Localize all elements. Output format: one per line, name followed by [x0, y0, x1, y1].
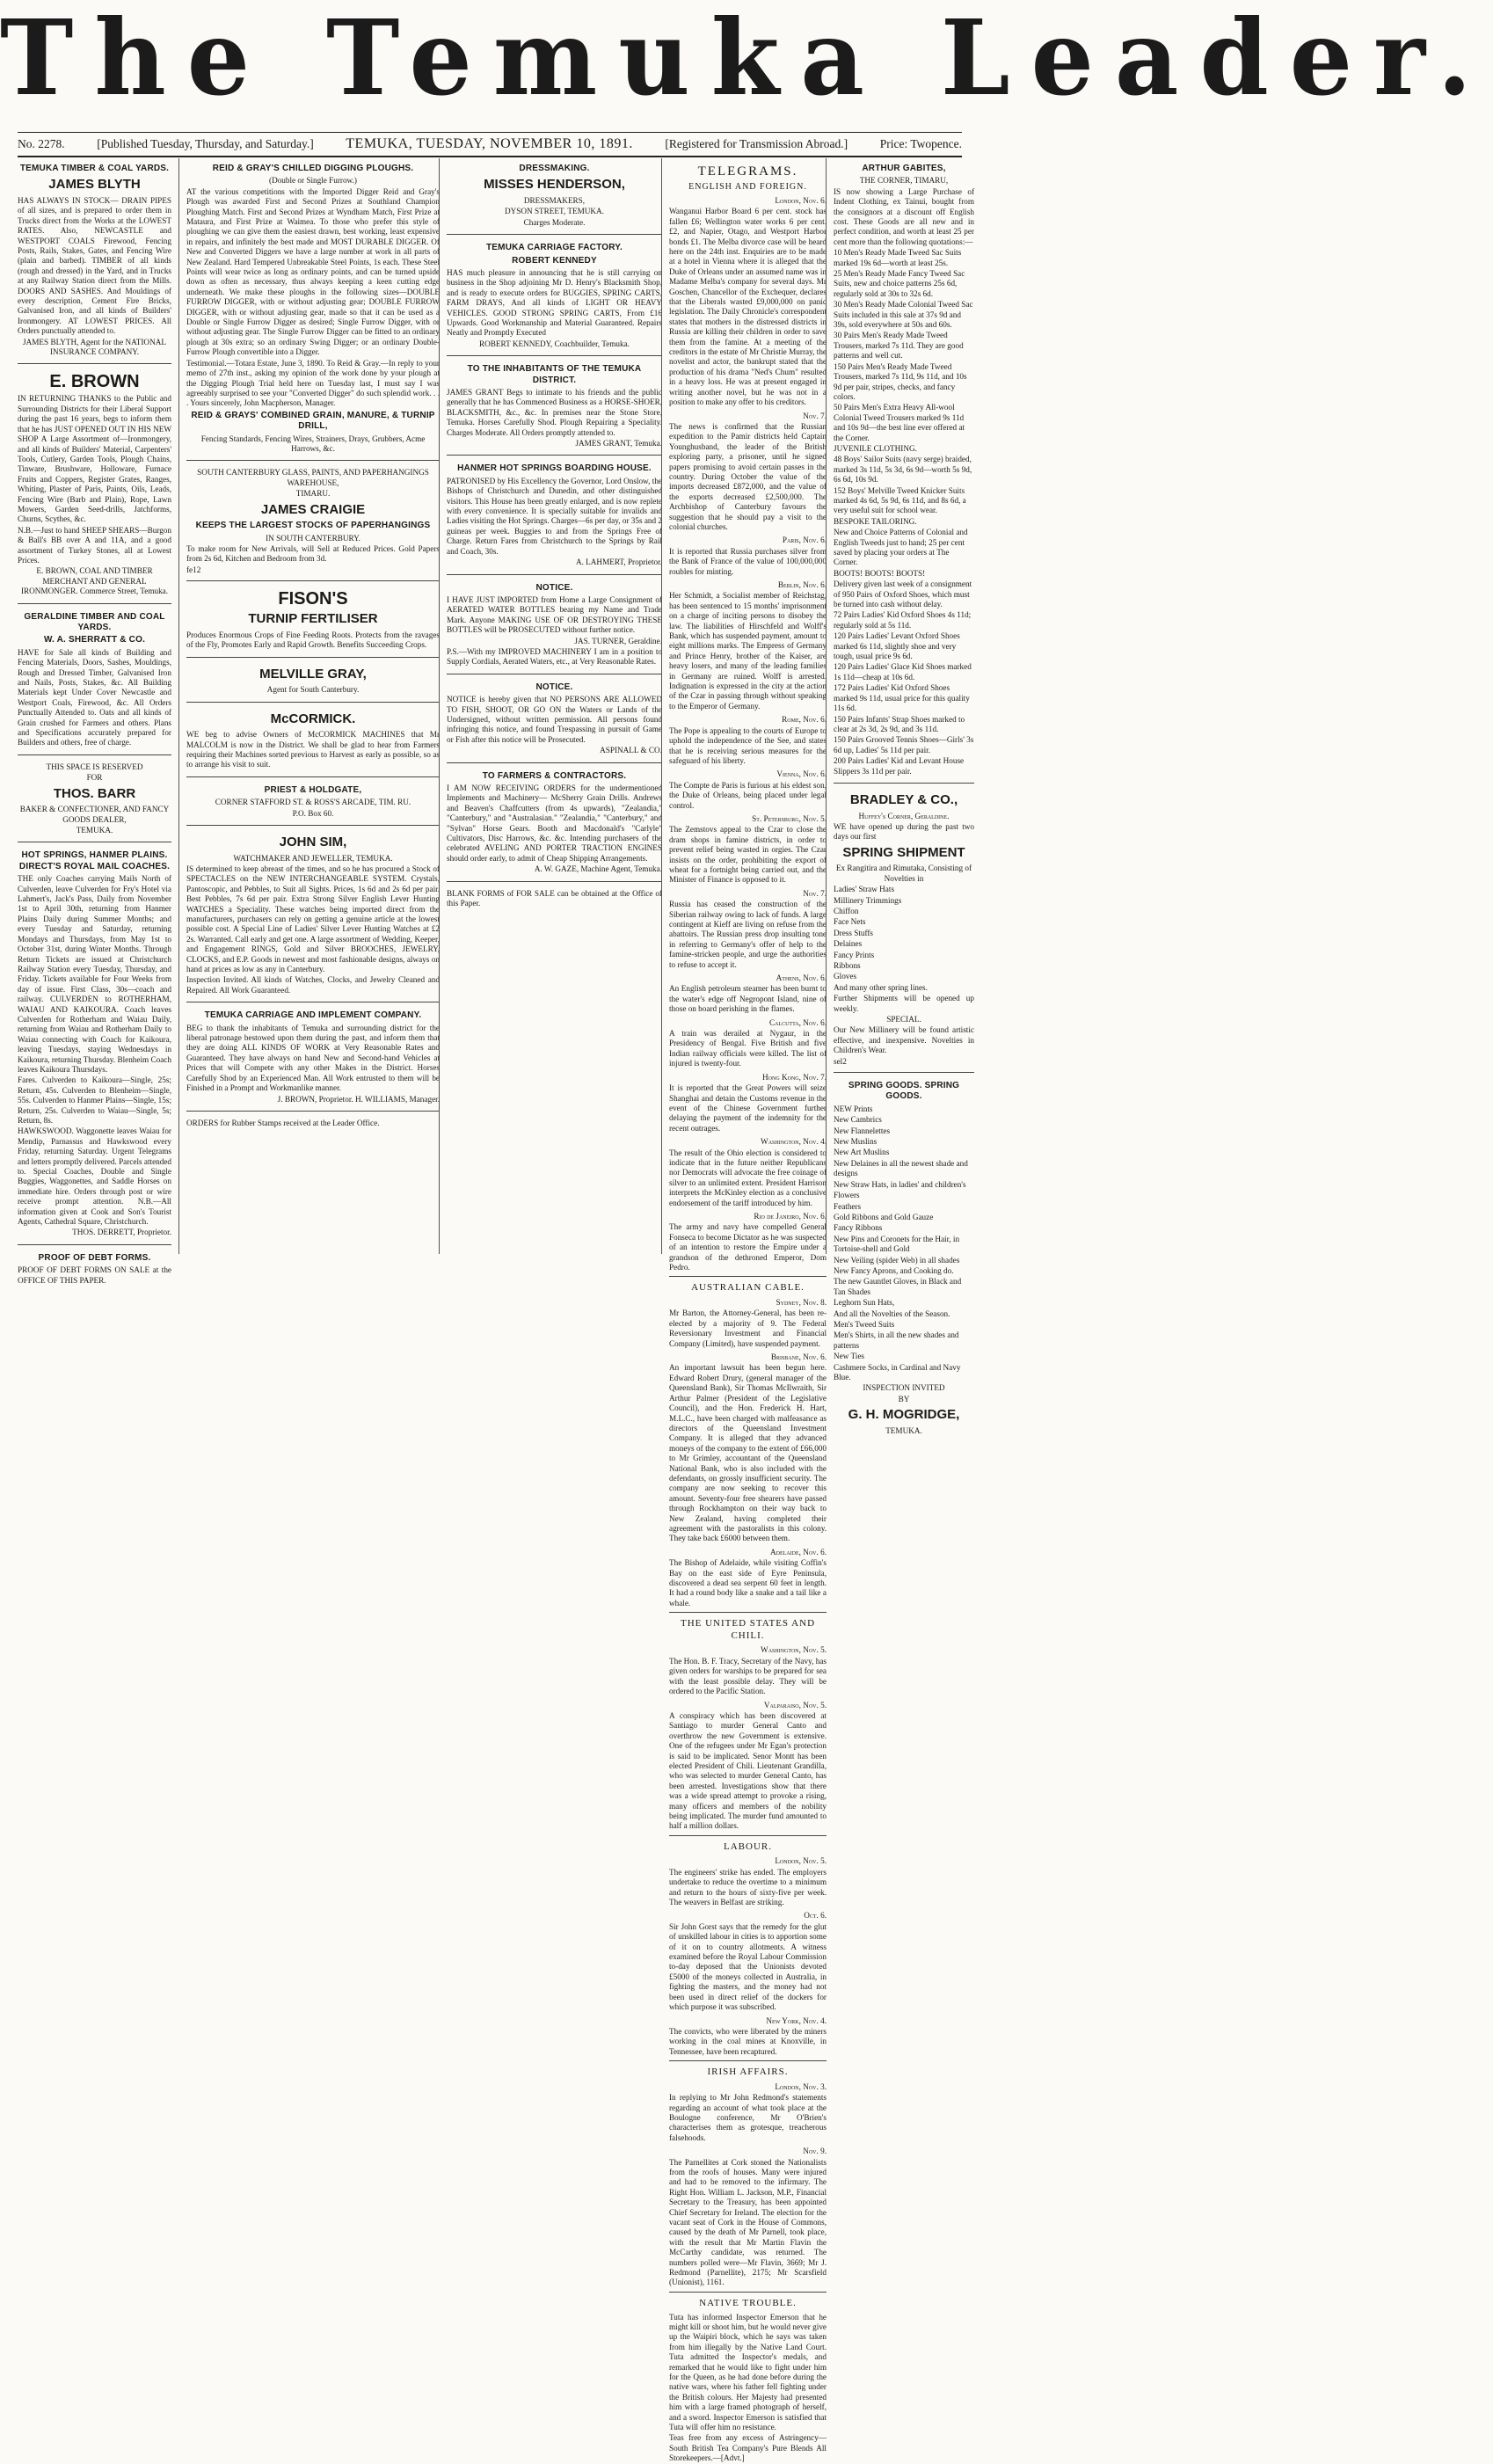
- ad-blyth: [18, 158, 171, 364]
- ad-bradley: [834, 786, 974, 1073]
- ad-coaches: [18, 845, 171, 1244]
- list-item: 172 Pairs Ladies' Kid Oxford Shoes marked 9s 11d, usual price for this quality 11s 6d.: [834, 683, 970, 713]
- ad-blank-forms: [447, 885, 662, 915]
- ad-sim: [186, 828, 440, 1002]
- list-item: Millinery Trimmings: [834, 895, 902, 905]
- ad-body: AT the various competitions with the Imported Digger Reid and Gray's Plough was awarded First and Second Prizes at Southland Champion Ploughing Match. First and Second Prizes at Wyndham Match, First Prize at Mataura, and First Prize at Waimea. To those who prefer this style of ploughing we can give them the easiest drawn, best working, least expensive in repairs, and infinitely the best made and MOST DURABLE DIGGER. Of New and Converted Diggers we have a large number at work in all parts of New Zealand. Hard Tempered Unbreakable Steel Points, 1s each. These Steel Points will wear twice as long as ordinary points, and can be turned upside down as often as necessary, thus always keeping a keen cutting edge underneath. We make these ploughs in the following sizes—DOUBLE FURROW DIGGER, with or without adjusting gear; DOUBLE FURROW DIGGER, with or without adjusting gear, made so that it can be used as a Double or Single Furrow Digger as desired; Single Furrow Digger, with or without adjusting gear. The Single Furrow Digger can be fitted to an ordinary plough at 30s extra; so an ordinary Swing Digger; or an ordinary Double-Furrow Plough convertible into a Digger.: [186, 186, 440, 357]
- list-item: Gold Ribbons and Gold Gauze: [834, 1212, 934, 1221]
- column-2: [178, 158, 447, 1254]
- dateline: [18, 132, 962, 157]
- dispatch-dateline: New York, Nov. 4.: [766, 2016, 827, 2025]
- ad-henderson: [447, 158, 662, 235]
- ad-line: Fencing Standards, Fencing Wires, Strainers, Drays, Grubbers, Acme Harrows, &c.: [200, 434, 426, 453]
- ad-heading: TEMUKA TIMBER & COAL YARDS.: [19, 164, 170, 173]
- dispatch-dateline: Adelaide, Nov. 6.: [769, 1547, 827, 1556]
- ad-heading: DRESSMAKING.: [519, 164, 590, 173]
- ad-ref: fe12: [186, 565, 201, 574]
- chili-title: THE UNITED STATES AND CHILI.: [680, 1618, 816, 1641]
- list-item: 120 Pairs Ladies' Levant Oxford Shoes marked 6s 11d, slightly shoe and very tough, usual price 9s 6d.: [834, 631, 960, 661]
- dispatch-text: The Zemstovs appeal to the Czar to close the dram shops in famine districts, in order to prevent relief being wasted in orgies. The Czar insists on the order, prohibiting the export of wheat for a fortnight being carried out, and the Minister of Finance is opposed to it.: [669, 825, 827, 885]
- ad-reid-gray: [186, 158, 440, 461]
- ad-heading: TO THE INHABITANTS OF THE TEMUKA DISTRICT.: [467, 364, 642, 385]
- ad-heading: TO FARMERS & CONTRACTORS.: [482, 770, 627, 781]
- dispatch-dateline: Calcutta, Nov. 6.: [768, 1017, 827, 1027]
- list-item: Cashmere Socks, in Cardinal and Navy Blue.: [834, 1362, 961, 1382]
- ad-line: TEMUKA.: [885, 1425, 922, 1435]
- ad-name: THOS. BARR: [53, 785, 136, 801]
- ad-gaze: [447, 766, 662, 882]
- list-item: Gloves: [834, 972, 857, 981]
- dispatch-text: The Pope is appealing to the courts of Europe to uphold the independence of the See, and states that he is receiving serious measures for the safeguard of his liberty.: [669, 725, 827, 765]
- issue-number: No. 2278.: [18, 137, 65, 150]
- native-text: Tuta has informed Inspector Emerson that he might kill or shoot him, but he would never give up the Waipiri block, which he says was taken from him illegally by the Native Land Court. Tuta admitted the Inspector's medals, and remarked that he would like to fight under him for the Queen, as he had done before during the native wars, where his father fell fighting under the British colours. Her Majesty had presented him with a large framed photograph of herself, and a sword. Inspector Emerson is satisfied that Tuta will offer him no resistance.: [669, 2312, 827, 2431]
- ad-name: PRIEST & HOLDGATE,: [264, 784, 362, 795]
- ad-craigie: [186, 463, 440, 581]
- ad-name: ARTHUR GABITES,: [862, 164, 946, 173]
- dispatch-text: A train was derailed at Nygaur, in the Presidency of Bengal. Five British and five Indian railway officials were killed. The list of injured is twenty-four.: [669, 1029, 827, 1068]
- ad-address: THE CORNER, TIMARU,: [859, 176, 949, 186]
- dispatch-text: The Bishop of Adelaide, while visiting Coffin's Bay on the east side of Eyre Peninsula, discovered a dead sea serpent 60 feet in length. It had a round body like a snake and a tail like a whale.: [669, 1558, 827, 1607]
- ad-item-list: [834, 1320, 974, 1382]
- ad-fares: Fares. Culverden to Kaikoura—Single, 25s; Return, 45s. Culverden to Blenheim—Single, 55s. Culverden to Hanmer Plains—Single, 15s; Return, 25s. Culverden to Waiau—Single, 5s; Return, 8s.: [18, 1075, 171, 1125]
- dispatch-dateline: Rio de Janeiro, Nov. 6.: [754, 1211, 827, 1221]
- ad-priest: [186, 780, 440, 826]
- list-item: New Pins and Coronets for the Hair, in Tortoise-shell and Gold: [834, 1234, 960, 1254]
- ad-signature: JAMES GRANT, Temuka.: [575, 439, 662, 448]
- telegrams-title: TELEGRAMS.: [697, 164, 798, 179]
- dispatch-text: The army and navy have compelled General Fonseca to become Dictator as he was suspected of an intention to restore the Empire under a grandson of the dethroned Emperor, Dom Pedro.: [669, 1222, 827, 1272]
- ad-signature: A. LAHMERT, Proprietor.: [575, 558, 662, 567]
- dispatch-dateline: London, Nov. 6.: [775, 195, 827, 205]
- dispatch-dateline: London, Nov. 5.: [775, 1856, 827, 1866]
- list-item: The new Gauntlet Gloves, in Black and Tan Shades: [834, 1277, 962, 1296]
- ad-line: INSPECTION INVITED: [863, 1383, 945, 1393]
- list-item: Flowers: [834, 1191, 860, 1200]
- dispatch-dateline: Nov. 7.: [803, 888, 827, 898]
- ad-body: IN RETURNING THANKS to the Public and Surrounding Districts for their Liberal Support during the past 16 years, begs to inform them that he has JUST OPENED OUT IN HIS NEW SHOP A Large Assortment of—Ironmongery, and all kinds of Builders' Material, Carpenters' Tools, Cutlery, Garden Tools, Plough Chains, Tinware, Brushware, Holloware, Furnace Fruits and Coppers, Register Grates, Ranges, Whiting, Plaster of Paris, Paints, Oils, Leads, Fencing Wire (Barb and Plain), Rope, Lawn Mowers, Garden Seed-drills, Jatchforms, Churns, Scythes, &c.: [18, 394, 171, 524]
- ad-barr: [18, 758, 171, 843]
- labour-title: LABOUR.: [724, 1841, 772, 1852]
- dispatch-dateline: St. Petersburg, Nov. 5.: [752, 813, 827, 823]
- dispatch-text: Russia has ceased the construction of the Siberian railway owing to lack of funds. A large contingent at Kieff are living on refuse from the abattoirs. The Russian press drop insulting tone in referring to Germany's offer of help to the famine-stricken people, and urge the authorities to refuse to accept it.: [669, 900, 827, 969]
- newspaper-title: The Temuka Leader.: [0, 0, 1493, 120]
- column-1: [18, 158, 178, 1285]
- list-item: Leghorn Sun Hats,: [834, 1298, 895, 1308]
- labour-list: [669, 1856, 827, 2057]
- list-item: Ladies' Straw Hats: [834, 885, 895, 894]
- list-item: JUVENILE CLOTHING.: [834, 443, 917, 453]
- ad-line: Agent for South Canterbury.: [266, 685, 360, 695]
- ad-gabites: [834, 158, 974, 784]
- list-item: And many other spring lines.: [834, 982, 928, 992]
- australian-cable-title: AUSTRALIAN CABLE.: [691, 1282, 805, 1294]
- ad-ref: sel2: [834, 1056, 847, 1066]
- ad-name: JAMES BLYTH: [48, 177, 141, 193]
- list-item: Men's Tweed Suits: [834, 1319, 895, 1329]
- ad-body: I AM NOW RECEIVING ORDERS for the undermentioned Implements and Machinery— McSherry Grain Drills. Andrews and Beaven's Chaffcutters (from 4s upwards), "Zealandia," "Canterbury," and "Australasian." "Zealandia," "Canterbury," and "Sylvan" Horse Gears. Booth and Macdonald's "Carlyle" Cultivators, Disc Harrows, &c. &c. Intending purchasers of the celebrated AVELING AND PORTER TRACTION ENGINES should order early, to admit of Cheap Shipping Arrangements.: [447, 783, 662, 863]
- dispatch-dateline: Paris, Nov. 6.: [782, 536, 827, 545]
- ad-heading: TEMUKA CARRIAGE FACTORY.: [486, 243, 623, 253]
- ad-body: HAWKSWOOD. Waggonette leaves Waiau for Mendip, Parnassus and Hawkswood every Friday, returning Saturday. Urgent Telegrams and letters promptly delivered. Parcels attended to. Special Coaches, Double and Single Buggies, Waggonettes, and Saddle Horses on immediate hire. Orders through post or wire receive prompt attention. N.B.—All information given at Cook and Son's Tourist Agents, Cathedral Square, Christchurch.: [18, 1126, 172, 1227]
- ad-body: BLANK FORMS of FOR SALE can be obtained at the Office of this Paper.: [447, 888, 662, 908]
- dispatch-dateline: Athens, Nov. 6.: [776, 973, 827, 983]
- ad-name: W. A. SHERRATT & CO.: [43, 635, 146, 645]
- ad-carriage-company: [186, 1005, 440, 1112]
- ad-body: JAMES GRANT Begs to intimate to his friends and the public generally that he has Commenced Business as a HORSE-SHOER, BLACKSMITH, &c., &c. In premises near the Stone Store, Temuka. Horses Carefully Shod. Plough Repairing a Speciality. Charges Moderate. All Orders promptly attended to.: [447, 388, 662, 437]
- ad-heading: REID & GRAYS' COMBINED GRAIN, MANURE, & TURNIP DRILL,: [191, 410, 435, 432]
- ad-signature: JAMES BLYTH, Agent for the NATIONAL INSURANCE COMPANY.: [23, 337, 166, 357]
- place-and-date: TEMUKA, TUESDAY, NOVEMBER 10, 1891.: [346, 136, 633, 151]
- dispatch-text: Wanganui Harbor Board 6 per cent. stock has fallen £6; Wellington water works 6 per cent. £2, and Napier, Otago, and Westport Harbor bonds £1. The Melba divorce case will be heard here on the 24th inst. Enquiries are to be made at a hotel in Vienna where it is alleged that the Duke of Orleans under an assumed name was in Madame Melba's company for several days. Mr Goschen, Chancellor of the Exchequer, declares that the Liberals wasted £9,000,000 on panic legislation. The Daily Chronicle's correspondent states that mothers in the distressed districts in Russia are killing their children in order to save them from the famine. At a meeting of the creditors in the estate of Mr Christie Murray, the novelist and actor, the bankrupt stated that the production of his drama "Ned's Chum" resulted in a heavy loss. He was at present engaged in writing another novel, but he was not in a position to make any offer to his creditors.: [669, 207, 827, 407]
- ad-body: N.B.—Just to hand SHEEP SHEARS—Burgon & Ball's BB over A and 11A, and a good assortment of Turkey Stones, all at Lowest Prices.: [18, 525, 171, 565]
- ad-name: BRADLEY & CO.,: [849, 791, 958, 807]
- ad-body: IS determined to keep abreast of the times, and so he has procured a Stock of SPECTACLES on the NEW INTERCHANGEABLE SYSTEM. Crystals, Pantoscopic, and Pebbles, to Suit all Sights. Prices, 1s 6d and 2s 6d per pair. Best Pebbles, 7s 6d per pair. Extra Strong Silver English Lever Hunting WATCHES a Speciality. These watches being imported direct from the manufacturers, purchasers can rely on getting a genuine article at the lowest possible cost. A Special Line of Ladies' Silver Lever Hunting Watches at £2 2s. Warranted. Call early and get one. A large assortment of Wedding, Keeper, and Engagement RINGS, Gold and Silver BROOCHES, JEWELRY, CLOCKS, and E.P. Goods in newest and most fashionable designs, always on hand at prices as low as any in Canterbury.: [186, 864, 440, 974]
- ad-mccormick: [186, 705, 440, 777]
- ad-heading: HOT SPRINGS, HANMER PLAINS. DIRECT'S ROYAL MAIL COACHES.: [18, 850, 171, 871]
- dispatch-text: A conspiracy which has been discovered at Santiago to murder General Canto and overthrow the new Government is extensive. One of the refugees under Mr Egan's protection is said to be implicated. Senor Montt has been elected President of Chili. Lieutenant Grandilla, who was selected to murder General Canto, has been arrested. Investigations show that there was a wide spread attempt to provoke a rising, many officers and members of the nobility being implicated. The murder fund amounted to half a million dollars.: [669, 1710, 827, 1831]
- ad-turner: [447, 578, 662, 674]
- ad-address: Huffey's Corner, Geraldine.: [858, 811, 950, 820]
- dispatch-dateline: London, Nov. 3.: [775, 2081, 827, 2091]
- dispatch-text: The Parnellites at Cork stoned the Nationalists from the roofs of houses. Many were injured and had to be removed to the infirmary. The Right Hon. William L. Jackson, M.P., Financial Secretary to the Treasury, has been appointed Chief Secretary for Ireland. The election for the vacant seat of Cork in the House of Commons, caused by the death of Mr Parnell, took place, with the result that Mr Martin Flavin the McCarthy candidate, was returned. The numbers polled were—Mr Flavin, 3669; Mr J. Redmond (Parnellite), 2175; Mr Scarsfield (Unionist), 1161.: [669, 2157, 827, 2287]
- ad-subheading: (Double or Single Furrow.): [269, 176, 357, 186]
- list-item: BESPOKE TAILORING.: [834, 516, 917, 526]
- list-item: 152 Boys' Melville Tweed Knicker Suits marked 4s 6d, 5s 9d, 6s 11d, and 8s 6d, a very useful suit for school wear.: [834, 485, 966, 515]
- ad-melville: [186, 660, 440, 703]
- ad-line: CORNER STAFFORD ST. & ROSS'S ARCADE, TIM. RU.: [215, 798, 411, 807]
- ad-body: PROOF OF DEBT FORMS ON SALE at the OFFICE OF THIS PAPER.: [18, 1265, 171, 1285]
- ad-subheading: TURNIP FERTILISER: [248, 611, 378, 627]
- divider: [669, 1276, 827, 1277]
- ad-testimonial: Testimonial.—Totara Estate, June 3, 1890. To Reid & Gray.—In reply to your memo of 27th inst., asking my opinion of the work done by your plough at the Digging Plough Trial held here on Tuesday last, I must say I was agreeably surprised to see your "Converted Digger" do such splendid work. . . . Yours sincerely, John Macpherson, Manager.: [186, 358, 440, 408]
- list-item: 10 Men's Ready Made Tweed Sac Suits marked 19s 6d—worth at least 25s.: [834, 248, 962, 267]
- ad-postscript: P.S.—With my IMPROVED MACHINERY I am in a position to Supply Cordials, Aerated Waters, etc., at Very Reasonable Rates.: [447, 646, 662, 667]
- ad-aspinall: [447, 677, 662, 763]
- dispatch-text: The Hon. B. F. Tracy, Secretary of the Navy, has given orders for warships to be prepared for sea with the least possible delay. They will be ordered to the Pacific Station.: [669, 1656, 827, 1696]
- list-item: Fancy Ribbons: [834, 1223, 883, 1233]
- ad-name: JAMES CRAIGIE: [260, 501, 366, 517]
- ad-line: TEMUKA.: [76, 826, 113, 835]
- dispatch-dateline: Nov. 7.: [803, 411, 827, 420]
- ad-line: WATCHMAKER AND JEWELLER, TEMUKA.: [233, 853, 393, 863]
- ad-body: I HAVE JUST IMPORTED from Home a Large Consignment of AERATED WATER BOTTLES bearing my Name and Trade Mark. Anyone MAKING USE OF OR DESTROYING THESE BOTTLES will be PROSECUTED without further notice.: [447, 594, 662, 635]
- ad-line: IN SOUTH CANTERBURY.: [266, 533, 361, 543]
- dispatch-dateline: Valparaiso, Nov. 5.: [763, 1700, 827, 1709]
- dispatch-dateline: Berlin, Nov. 6.: [777, 580, 827, 590]
- dispatch-dateline: Nov. 9.: [803, 2147, 827, 2156]
- australian-cable-list: [669, 1298, 827, 1608]
- list-item: Delaines: [834, 939, 863, 949]
- dispatch-text: Mr Barton, the Attorney-General, has been re-elected by a majority of 9. The Federal Reversionary Investment and Financial Company (Limited), have suspended payment.: [669, 1309, 827, 1348]
- list-item: New Fancy Aprons, and Cooking do.: [834, 1265, 954, 1275]
- dispatch-text: The Compte de Paris is furious at his eldest son, the Duke of Orleans, being placed under legal control.: [669, 780, 827, 810]
- ad-body: HAVE for Sale all kinds of Building and Fencing Materials, Doors, Sashes, Mouldings, Rough and Dressed Timber, Galvanised Iron and Nails, Posts, Stakes, &c. All Building Materials kept Under Cover Newcastle and Westport Coals, Firewood, &c. All Orders Punctually Attended to. Oats and all kinds of Grain crushed for Farmers and others. Plans and Specifications accurately prepared for Builders and others, free of charge.: [18, 647, 171, 747]
- price: Price: Twopence.: [879, 137, 962, 150]
- ad-heading: SPRING GOODS. SPRING GOODS.: [848, 1081, 960, 1102]
- ad-line: BY: [898, 1394, 910, 1403]
- native-title: NATIVE TROUBLE.: [699, 2297, 797, 2308]
- ad-heading: PROOF OF DEBT FORMS.: [38, 1252, 151, 1263]
- dispatch-dateline: Hong Kong, Nov. 7.: [762, 1072, 827, 1082]
- ad-body: WE beg to advise Owners of McCORMICK MACHINES that Mr MALCOLM is now in the District. We shall be glad to hear from Farmers requiring their Machines sorted previous to Harvest as early as possible, so as to arrange his visit to suit.: [186, 730, 440, 769]
- dispatch-text: The news is confirmed that the Russian expedition to the Pamir districts held Captain Younghusband, the leader of the British exploring party, a prisoner, until he signed papers promising to avoid certain passes in the country. During October the value of the imports decreased £872,000, and the value of the exports decreased £2,500,000. The Archbishop of Canterbury favours the suggestion that he should pay a visit to the colonial churches.: [669, 421, 827, 531]
- ad-body: To make room for New Arrivals, will Sell at Reduced Prices. Gold Papers from 2s 6d, Kitchen and Bedroom from 3d.: [186, 543, 440, 564]
- ad-fison: [186, 584, 440, 657]
- list-item: Delivery given last week of a consignment of 950 Pairs of Oxford Shoes, which must be turned into cash without delay.: [834, 580, 972, 609]
- ad-address: DYSON STREET, TEMUKA.: [505, 207, 604, 216]
- ad-body: WE have opened up during the past two days our first: [834, 821, 974, 842]
- ad-name: G. H. MOGRIDGE,: [848, 1407, 960, 1423]
- list-item: Dress Stuffs: [834, 928, 874, 937]
- ad-line: DRESSMAKERS,: [523, 195, 586, 205]
- list-item: 200 Pairs Ladies' Kid and Levant House Slippers 3s 11d per pair.: [834, 756, 965, 776]
- ad-body: IS now showing a Large Purchase of Indent Clothing, ex Tainui, bought from the consignors at a discount off English cost. These Goods are all new and in perfect condition, and worth at least 25 per cent more than the following quotations:—: [834, 186, 974, 246]
- ad-item-list: [834, 885, 974, 993]
- dispatch-text: Her Schmidt, a Socialist member of Reichstag, has been sentenced to 15 months' imprisonment on a charge of inciting persons to disobey the law. The liabilities of Hirschfeld and Wolff's Bank, which has suspended payment, amount to eight millions marks. The Empress of Germany and Prince Henry, brother of the Kaiser, are heavy losers, and many of the leading families in Germany are ruined. Wolff is arrested. Indignation is expressed in the city at the action of the Czar in passing through without speaking to the Emperor of Germany.: [669, 591, 827, 711]
- list-item: 50 Pairs Men's Extra Heavy All-wool Colonial Tweed Trousers marked 9s 11d and 10s 9d—the best line ever offered at the Corner.: [834, 403, 965, 442]
- ad-item-list: [834, 1104, 974, 1319]
- column-5: [826, 158, 980, 1435]
- list-item: BOOTS! BOOTS! BOOTS!: [834, 568, 926, 578]
- ad-heading: TEMUKA CARRIAGE AND IMPLEMENT COMPANY.: [204, 1010, 422, 1021]
- dispatch-text: It is reported that Russia purchases silver from the Bank of France of the value of 100,000,000 roubles for minting.: [669, 546, 827, 576]
- dispatch-dateline: Oct. 6.: [804, 1911, 827, 1921]
- dispatch-text: In replying to Mr John Redmond's statements regarding an account of what took place at the Boulogne conference, Mr O'Brien's characterises them as grotesque, treacherous falsehoods.: [669, 2093, 827, 2142]
- ad-heading: GERALDINE TIMBER AND COAL YARDS.: [24, 611, 165, 632]
- ad-title: SPRING SHIPMENT: [842, 844, 965, 860]
- ad-heading: NOTICE.: [535, 682, 573, 692]
- masthead: [0, 0, 1493, 132]
- ad-rubber-stamps: [186, 1114, 440, 1134]
- dispatch-dateline: Rome, Nov. 6.: [782, 715, 827, 725]
- list-item: 72 Pairs Ladies' Kid Oxford Shoes 4s 11d; regularly sold at 5s 11d.: [834, 610, 972, 630]
- ad-body: ORDERS for Rubber Stamps received at the Leader Office.: [186, 1118, 380, 1127]
- ad-subheading: Ex Rangitira and Rimutaka, Consisting of Novelties in: [835, 864, 972, 883]
- dispatch-dateline: Washington, Nov. 4.: [761, 1137, 827, 1147]
- irish-title: IRISH AFFAIRS.: [707, 2067, 789, 2078]
- list-item: New Ties: [834, 1352, 864, 1361]
- dispatch-dateline: Vienna, Nov. 6.: [776, 769, 827, 779]
- list-item: New Cambrics: [834, 1115, 882, 1125]
- list-item: New Veiling (spider Web) in all shades: [834, 1255, 960, 1265]
- list-item: 150 Pairs Men's Ready Made Tweed Trousers, marked 7s 11d, 9s 11d, and 10s 9d per pair, stripes, checks, and fancy colors.: [834, 361, 967, 401]
- ad-line: BAKER & CONFECTIONER, AND FANCY GOODS DEALER,: [19, 805, 170, 824]
- dispatch-text: Sir John Gorst says that the remedy for the glut of unskilled labour in cities is to apportion some of it on to country allotments. A witness examined before the Royal Labour Commission to-day deposed that the Unionists devoted £5000 of the moneys collected in Australia, in fighting the masters, and the money had not been used in direct relief of the dockers for which purpose it was subscribed.: [669, 1921, 827, 2012]
- ad-body: NOTICE is hereby given that NO PERSONS ARE ALLOWED TO FISH, SHOOT, OR GO ON the Waters or Lands of the Undersigned, without written permission. All persons found infringing this notice, and found Trespassing in pursuit of Game or Fish after this notice will be Prosecuted.: [447, 695, 662, 744]
- dispatch-dateline: Sydney, Nov. 8.: [776, 1298, 827, 1308]
- ad-body: PATRONISED by His Excellency the Governor, Lord Onslow, the Bishops of Christchurch and Dunedin, and other distinguished visitors. This House has been greatly enlarged, and is now replete with every convenience. It is specially suitable for invalids and Ladies visiting the Hot Springs. Charges—6s per day, or 35s and 2 guineas per week. Buggies to and from the Springs Free of Charge. Return Fares from Christchurch to the Springs by Rail and Coach, 30s.: [447, 476, 662, 556]
- ad-name: ROBERT KENNEDY: [512, 255, 597, 266]
- list-item: 30 Men's Ready Made Colonial Tweed Sac Suits included in this sale at 37s 9d and 39s, sold everywhere at 50s and 60s.: [834, 300, 973, 330]
- ad-body: Inspection Invited. All kinds of Watches, Clocks, and Jewelry Cleaned and Repaired. All Work Guaranteed.: [186, 975, 440, 995]
- telegram-list: [669, 196, 827, 1272]
- ad-mogridge: [834, 1075, 974, 1442]
- ad-grant: [447, 359, 662, 456]
- list-item: New Art Muslins: [834, 1148, 890, 1157]
- ad-body: HAS much pleasure in announcing that he is still carrying on business in the Shop adjoining Mr D. Henry's Blacksmith Shop, and is ready to execute orders for BUGGIES, SPRING CARTS, FARM DRAYS, And all kinds of LIGHT OR HEAVY VEHICLES. GOOD STRONG SPRING CARTS, From £16 Upwards. Good Workmanship and Material Guaranteed. Repairs Neatly and Promptly Executed: [447, 267, 662, 338]
- divider: [669, 2292, 827, 2293]
- list-item: 120 Pairs Ladies' Glace Kid Shoes marked 1s 11d—cheap at 10s 6d.: [834, 662, 972, 682]
- chili-list: [669, 1645, 827, 1831]
- ad-heading: NOTICE.: [535, 582, 573, 593]
- list-item: 30 Pairs Men's Ready Made Tweed Trousers, marked 7s 11d. They are good patterns and well cut.: [834, 331, 964, 361]
- list-item: New Straw Hats, in ladies' and children's: [834, 1179, 966, 1189]
- ad-heading: SOUTH CANTERBURY GLASS, PAINTS, AND PAPERHANGINGS WAREHOUSE,: [197, 468, 429, 487]
- dispatch-text: The result of the Ohio election is considered to indicate that in the future neither Republicans nor Democrats will advocate the free coinage of silver to an unlimited extent. President Harrison interprets the McKinley election as a conclusive endorsement of the tariff introduced by him.: [669, 1148, 827, 1207]
- list-item: New Flannelettes: [834, 1126, 891, 1135]
- tea-advert: Teas free from any excess of Astringency—South British Tea Company's Pure Blends All Storekeepers.—[Advt.]: [669, 2433, 827, 2463]
- ad-item-list: [834, 248, 974, 776]
- ad-name: MELVILLE GRAY,: [259, 666, 367, 682]
- ad-body: Produces Enormous Crops of Fine Feeding Roots. Protects from the ravages of the Fly, Promotes Early and Rapid Growth. Benefits Succeeding Crops.: [186, 630, 440, 650]
- ad-signature: THOS. DERRETT, Proprietor.: [72, 1228, 171, 1237]
- list-item: Face Nets: [834, 917, 866, 927]
- ad-line: THIS SPACE IS RESERVED: [46, 762, 143, 771]
- ad-brown: [18, 367, 171, 603]
- ad-line: Charges Moderate.: [523, 217, 586, 227]
- ad-heading: HANMER HOT SPRINGS BOARDING HOUSE.: [457, 463, 652, 474]
- dispatch-dateline: Washington, Nov. 5.: [761, 1645, 827, 1655]
- list-item: Fancy Prints: [834, 950, 875, 959]
- list-item: 150 Pairs Infants' Strap Shoes marked to clear at 2s 3d, 2s 9d, and 3s 11d.: [834, 714, 965, 733]
- ad-kennedy: [447, 237, 662, 356]
- divider: [669, 2060, 827, 2061]
- ad-name: McCORMICK.: [270, 711, 356, 726]
- publication-days: [Published Tuesday, Thursday, and Saturday.]: [97, 137, 314, 150]
- list-item: NEW Prints: [834, 1104, 873, 1113]
- ad-signature: J. BROWN, Proprietor. H. WILLIAMS, Manager.: [277, 1094, 440, 1104]
- list-item: Chiffon: [834, 906, 859, 915]
- list-item: 48 Boys' Sailor Suits (navy serge) braided, marked 3s 11d, 5s 3d, 6s 9d—worth 5s 9d, 6s 6d, 10s 9d.: [834, 455, 972, 485]
- list-item: New Muslins: [834, 1137, 878, 1147]
- column-3: [439, 158, 669, 1254]
- registration-note: [Registered for Transmission Abroad.]: [665, 137, 848, 150]
- ad-signature: E. BROWN, COAL AND TIMBER MERCHANT AND GENERAL IRONMONGER. Commerce Street, Temuka.: [20, 566, 169, 596]
- ad-body: Our New Millinery will be found artistic effective, and inexpensive. Novelties in Children's Wear.: [834, 1025, 974, 1055]
- dispatch-text: An English petroleum steamer has been burnt to the water's edge off Negropont Island, nine of those on board perishing in the flames.: [669, 984, 827, 1014]
- ad-body: Further Shipments will be opened up weekly.: [834, 994, 974, 1013]
- ad-signature: ASPINALL & CO.: [600, 746, 662, 755]
- ad-debt-forms: [18, 1248, 171, 1292]
- ad-body: THE only Coaches carrying Mails North of Culverden, leave Culverden for Fry's Hotel via Lahmert's, Jack's Pass, Daily from November 1st to April 30th, returning from Hanmer Plains Daily during Summer Months; and every Tuesday and Saturday, returning Mondays and Thursdays, from May 1st to October 31st, during Winter Months. Through Return Tickets are issued at Christchurch Railway Station every Tuesday, Thursday, and Friday. Tickets available for Four Weeks from day of issue. First Class, 30s—coach and railway. CULVERDEN to ROTHERHAM, WAIAU AND KAIKOURA. Coach leaves Culverden for Rotherham and Waiau Daily, returning from Waiau and Rotherham Daily to Waiau connecting with Coach for Kaikoura, leaving Tuesdays, staying Wednesdays in Kaikoura, returning Thursday. Blenheim Coach leaves Kaikoura Thursdays.: [18, 874, 171, 1074]
- divider: [669, 1835, 827, 1836]
- ad-body: BEG to thank the inhabitants of Temuka and surrounding district for the liberal patronage bestowed upon them during the past, and inform them that they are doing ALL KINDS OF WORK at Very Reasonable Rates and Guaranteed. They have always on hand New and Second-hand Vehicles at Prices that will Compete with any other Makes in the District. Horses Carefully Shod by an Experienced Man. All Work entrusted to them will be Finished in a Prompt and Workmanlike manner.: [186, 1023, 440, 1093]
- dispatch-text: The convicts, who were liberated by the miners working in the coal mines at Knoxville, in Tennessee, have been recaptured.: [669, 2026, 827, 2056]
- list-item: Men's Shirts, in all the new shades and patterns: [834, 1330, 959, 1350]
- ad-name: JOHN SIM,: [279, 834, 347, 849]
- ad-name: FISON'S: [278, 589, 348, 609]
- ad-hanmer-house: [447, 458, 662, 574]
- list-item: New and Choice Patterns of Colonial and English Tweeds just to hand; 25 per cent saved by placing your orders at The Corner.: [834, 528, 968, 567]
- dispatch-text: The engineers' strike has ended. The employers undertake to reduce the overtime to a minimum and return to the hours of sixty-five per week. The weavers in Belfast are striking.: [669, 1867, 827, 1907]
- column-telegrams: [661, 158, 834, 2463]
- list-item: New Delaines in all the newest shade and designs: [834, 1158, 968, 1178]
- ad-line: FOR: [86, 773, 103, 783]
- ad-signature: ROBERT KENNEDY, Coachbuilder, Temuka.: [479, 339, 630, 348]
- ad-name: MISSES HENDERSON,: [484, 177, 625, 193]
- ad-heading: SPECIAL.: [886, 1015, 921, 1024]
- ad-body: HAS ALWAYS IN STOCK— DRAIN PIPES of all sizes, and is prepared to order them in Trucks direct from the Works at the LOWEST RATES. Also, NEWCASTLE and WESTPORT COALS Firewood, Fencing Posts, Rails, Stakes, Gates, and Fencing Wire (plain and barbed). TIMBER of all kinds (rough and dressed) in the Yard, and in Trucks at any Railway Station direct from the Mills. DOORS AND SASHES. And Mouldings of every description, Cement Fire Bricks, Galvanised Iron, and all kinds of Builders' Ironmongery. AT LOWEST PRICES. All Orders punctually attended to.: [18, 195, 171, 336]
- ad-signature: JAS. TURNER, Geraldine.: [574, 636, 662, 645]
- telegrams-subtitle: ENGLISH AND FOREIGN.: [688, 181, 807, 192]
- dispatch-text: An important lawsuit has been begun here. Edward Robert Drury, (general manager of the Queensland Bank), Sir Thomas McIlwraith, Sir Arthur Palmer (President of the Legislative Council), and the Hon. Frederick H. Hart, M.L.C., have been charged with malfeasance as directors of the Queensland Investment Company. It is alleged that they advanced moneys of the company to the extent of £66,000 to Mr Grimley, accountant of the Queensland National Bank, who is also included with the defendants, on grossly insufficient security. The company are now seeking to recover this amount. Seventy-four free shearers have passed through Rockhampton on their way back to New Zealand, having completed their agreement with the pastoralists in this colony. They take back £6000 between them.: [669, 1363, 827, 1543]
- list-item: Ribbons: [834, 961, 861, 971]
- ad-heading: REID & GRAY'S CHILLED DIGGING PLOUGHS.: [212, 164, 414, 173]
- dispatch-text: It is reported that the Great Powers will seize Shanghai and detain the Customs revenue in the event of the Chinese Government further delaying the payment of the indemnity for the recent outrages.: [669, 1083, 827, 1133]
- ad-line: KEEPS THE LARGEST STOCKS OF PAPERHANGINGS: [195, 521, 431, 531]
- list-item: And all the Novelties of the Season.: [834, 1309, 950, 1318]
- ad-signature: A. W. GAZE, Machine Agent, Temuka.: [534, 864, 662, 874]
- list-item: Feathers: [834, 1201, 862, 1211]
- divider: [669, 1612, 827, 1613]
- ad-line: P.O. Box 60.: [292, 808, 334, 818]
- dispatch-dateline: Brisbane, Nov. 6.: [770, 1352, 827, 1362]
- irish-list: [669, 2082, 827, 2288]
- ad-line: TIMARU.: [295, 489, 331, 499]
- list-item: 25 Men's Ready Made Fancy Tweed Sac Suits, new and choice patterns 25s 6d, regularly sold at 30s to 32s 6d.: [834, 269, 965, 298]
- list-item: 150 Pairs Grooved Tennis Shoes—Girls' 3s 6d up, Ladies' 5s 11d per pair.: [834, 735, 974, 755]
- ad-name: E. BROWN: [49, 372, 140, 392]
- ad-sherratt: [18, 607, 171, 755]
